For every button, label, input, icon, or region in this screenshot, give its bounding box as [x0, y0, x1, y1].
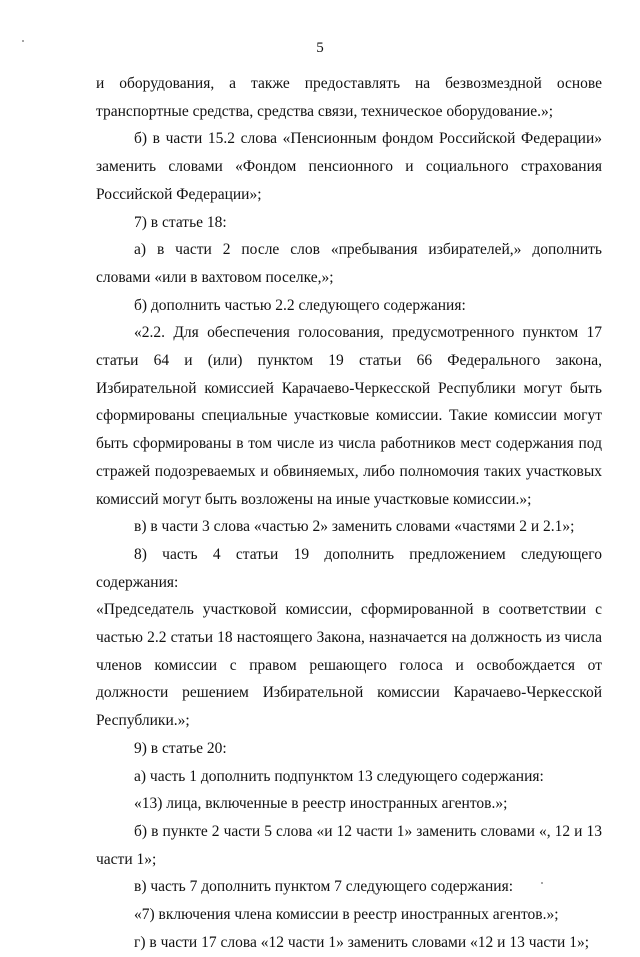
paragraph: и оборудования, а также предоставлять на безвозмездной основе транспортные средства, средства связи, техническое оборудование.»; — [96, 75, 602, 120]
paragraph: в) часть 7 дополнить пунктом 7 следующего содержания: — [134, 878, 514, 896]
paragraph: б) дополнить частью 2.2 следующего содержания: — [134, 296, 466, 314]
paragraph: в) в части 3 слова «частью 2» заменить словами «частями 2 и 2.1»; — [134, 518, 575, 536]
paragraph: «Председатель участковой комиссии, сформированной в соответствии с частью 2.2 статьи 18 настоящего Закона, назначается на должность из числа членов комиссии с правом решающего голоса и освобождается от должности решением Избирательной комиссии Карачаево-Черкесской Республики.»; — [96, 601, 602, 730]
paragraph: «7) включения члена комиссии в реестр иностранных агентов.»; — [134, 906, 559, 924]
paragraph: «2.2. Для обеспечения голосования, предусмотренного пунктом 17 статьи 64 и (или) пунктом 19 статьи 66 Федерального закона, Избирательной комиссией Карачаево-Черкесской Республики могут быть сформированы специальные участковые комиссии. Такие комиссии могут быть сформированы в том числе из числа работников мест содержания под стражей подозреваемых и обвиняемых, либо полномочия таких участковых комиссий могут быть возложены на иные участковые комиссии.»; — [96, 324, 602, 508]
scan-speck — [22, 40, 24, 42]
paragraph: а) в части 2 после слов «пребывания избирателей,» дополнить словами «или в вахтовом поселке,»; — [96, 241, 602, 286]
document-body — [96, 70, 602, 957]
paragraph: б) в пункте 2 части 5 слова «и 12 части 1» заменить словами «, 12 и 13 части 1»; — [96, 822, 602, 868]
paragraph: а) часть 1 дополнить подпунктом 13 следующего содержания: — [134, 767, 544, 785]
paragraph: 7) в статье 18: — [134, 213, 227, 231]
paragraph: 9) в статье 20: — [134, 739, 227, 757]
paragraph: 8) часть 4 статьи 19 дополнить предложением следующего содержания: — [96, 545, 602, 591]
paragraph: г) в части 17 слова «12 части 1» заменить словами «12 и 13 части 1»; — [134, 933, 590, 951]
paragraph: б) в части 15.2 слова «Пенсионным фондом Российской Федерации» заменить словами «Фондом пенсионного и социального страхования Российской Федерации»; — [96, 130, 602, 203]
page-number: 5 — [316, 40, 324, 56]
paragraph: «13) лица, включенные в реестр иностранных агентов.»; — [134, 795, 508, 813]
scan-speck — [541, 882, 543, 884]
